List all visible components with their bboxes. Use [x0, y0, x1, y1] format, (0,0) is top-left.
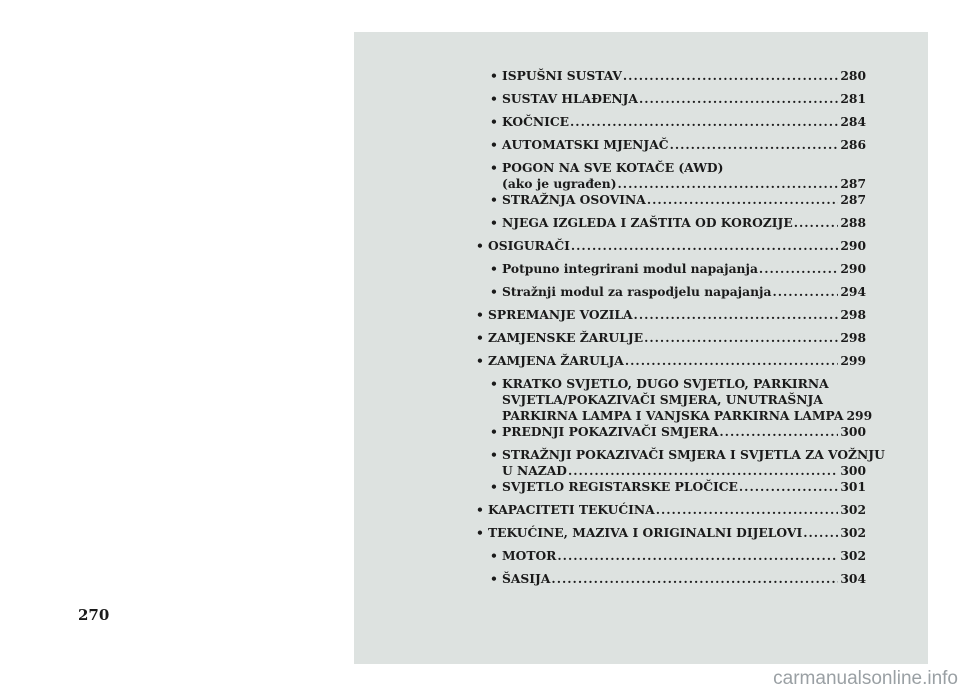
toc-entry-page: 287 [840, 192, 866, 207]
toc-entry-label: Stražnji modul za raspodjelu napajanja [502, 284, 772, 299]
toc-entry[interactable] [490, 68, 866, 84]
toc-entry-label: PARKIRNA LAMPA I VANJSKA PARKIRNA LAMPA [502, 408, 844, 423]
toc-entry-label: AUTOMATSKI MJENJAČ [502, 137, 669, 152]
table-of-contents [354, 32, 928, 664]
dot-leader [551, 571, 838, 587]
bullet-icon: • [476, 330, 484, 345]
toc-entry-label: SVJETLA/POKAZIVAČI SMJERA, UNUTRAŠNJA [502, 392, 823, 407]
toc-entry-page: 290 [840, 238, 866, 253]
bullet-icon: • [490, 114, 498, 129]
toc-entry-page: 300 [840, 463, 866, 478]
toc-entry-page: 304 [840, 571, 866, 586]
toc-entry-page: 290 [840, 261, 866, 276]
toc-entry-label: POGON NA SVE KOTAČE (AWD) [502, 160, 724, 175]
bullet-icon: • [490, 91, 498, 106]
toc-entry-label: STRAŽNJA OSOVINA [502, 192, 646, 207]
toc-entry-label: SUSTAV HLAĐENJA [502, 91, 638, 106]
toc-entry-label: KRATKO SVJETLO, DUGO SVJETLO, PARKIRNA [502, 376, 829, 391]
toc-entry-page: 287 [840, 176, 866, 191]
toc-entry-label: SPREMANJE VOZILA [488, 307, 633, 322]
toc-entry[interactable] [476, 502, 866, 518]
toc-entry[interactable] [490, 114, 866, 130]
toc-entry[interactable] [476, 238, 866, 254]
dot-leader [625, 353, 838, 369]
bullet-icon: • [490, 447, 498, 462]
bullet-icon: • [476, 238, 484, 253]
toc-entry[interactable] [490, 479, 866, 495]
toc-entry-page: 300 [840, 424, 866, 439]
toc-entry-page: 302 [840, 548, 866, 563]
toc-entry-page: 299 [846, 408, 873, 423]
bullet-icon: • [490, 137, 498, 152]
toc-entry-label: SVJETLO REGISTARSKE PLOČICE [502, 479, 738, 494]
toc-entry-page: 284 [840, 114, 866, 129]
toc-entry-label: ISPUŠNI SUSTAV [502, 68, 622, 83]
bullet-icon: • [490, 192, 498, 207]
toc-entry-label: OSIGURAČI [488, 238, 570, 253]
toc-entry-page: 301 [840, 479, 866, 494]
toc-entry-label: KOČNICE [502, 114, 570, 129]
bullet-icon: • [490, 68, 498, 83]
bullet-icon: • [490, 424, 498, 439]
bullet-icon: • [490, 479, 498, 494]
dot-leader [670, 137, 839, 153]
dot-leader [719, 424, 838, 440]
toc-entry-page: 280 [840, 68, 866, 83]
dot-leader [772, 284, 838, 300]
toc-entry-label: U NAZAD [502, 463, 567, 478]
toc-entry[interactable] [490, 192, 866, 208]
toc-entry[interactable] [490, 160, 866, 192]
dot-leader [568, 463, 838, 479]
toc-entry-page: 298 [840, 330, 866, 345]
dot-leader [739, 479, 838, 495]
toc-entry-label: TEKUĆINE, MAZIVA I ORIGINALNI DIJELOVI [488, 525, 803, 540]
toc-entry[interactable] [476, 307, 866, 323]
toc-entry-label: MOTOR [502, 548, 557, 563]
toc-entry-page: 294 [840, 284, 866, 299]
dot-leader [571, 238, 838, 254]
toc-entry[interactable] [490, 215, 866, 231]
bullet-icon: • [476, 353, 484, 368]
dot-leader [647, 192, 839, 208]
bullet-icon: • [490, 571, 498, 586]
dot-leader [557, 548, 838, 564]
toc-entry-page: 299 [840, 353, 866, 368]
dot-leader [570, 114, 838, 130]
toc-entry[interactable] [490, 424, 866, 440]
bullet-icon: • [476, 525, 484, 540]
dot-leader [634, 307, 839, 323]
dot-leader [639, 91, 838, 107]
bullet-icon: • [490, 548, 498, 563]
toc-entry-page: 286 [840, 137, 866, 152]
bullet-icon: • [476, 307, 484, 322]
toc-panel [354, 32, 928, 664]
dot-leader [623, 68, 838, 84]
dot-leader [759, 261, 838, 277]
toc-entry-label: ZAMJENSKE ŽARULJE [488, 330, 644, 345]
dot-leader [644, 330, 838, 346]
toc-entry[interactable] [490, 548, 866, 564]
toc-entry-label: (ako je ugrađen) [502, 176, 617, 191]
toc-entry[interactable] [490, 91, 866, 107]
toc-entry[interactable] [490, 447, 885, 479]
toc-entry[interactable] [490, 137, 866, 153]
page-number: 270 [78, 606, 110, 624]
bullet-icon: • [490, 160, 498, 175]
toc-entry-page: 298 [840, 307, 866, 322]
toc-entry[interactable] [490, 284, 866, 300]
toc-entry-page: 288 [840, 215, 866, 230]
toc-entry-page: 302 [840, 502, 866, 517]
toc-entry-label: ŠASIJA [502, 571, 551, 586]
toc-entry-label: Potpuno integrirani modul napajanja [502, 261, 758, 276]
bullet-icon: • [476, 502, 484, 517]
toc-entry-page: 302 [840, 525, 866, 540]
toc-entry-label: STRAŽNJI POKAZIVAČI SMJERA I SVJETLA ZA VOŽNJU [502, 447, 885, 462]
toc-entry[interactable] [490, 376, 873, 424]
dot-leader [794, 215, 839, 231]
toc-entry-label: KAPACITETI TEKUĆINA [488, 502, 655, 517]
toc-entry[interactable] [476, 330, 866, 346]
dot-leader [803, 525, 838, 541]
bullet-icon: • [490, 376, 498, 391]
toc-entry[interactable] [490, 261, 866, 277]
toc-entry-label: NJEGA IZGLEDA I ZAŠTITA OD KOROZIJE [502, 215, 793, 230]
toc-entry[interactable] [476, 353, 866, 369]
bullet-icon: • [490, 261, 498, 276]
dot-leader [656, 502, 839, 518]
toc-entry[interactable] [490, 571, 866, 587]
bullet-icon: • [490, 284, 498, 299]
toc-entry[interactable] [476, 525, 866, 541]
watermark: carmanualsonline.info [773, 668, 958, 689]
toc-entry-page: 281 [840, 91, 866, 106]
toc-entry-label: ZAMJENA ŽARULJA [488, 353, 624, 368]
dot-leader [618, 176, 839, 192]
toc-entry-label: PREDNJI POKAZIVAČI SMJERA [502, 424, 719, 439]
bullet-icon: • [490, 215, 498, 230]
